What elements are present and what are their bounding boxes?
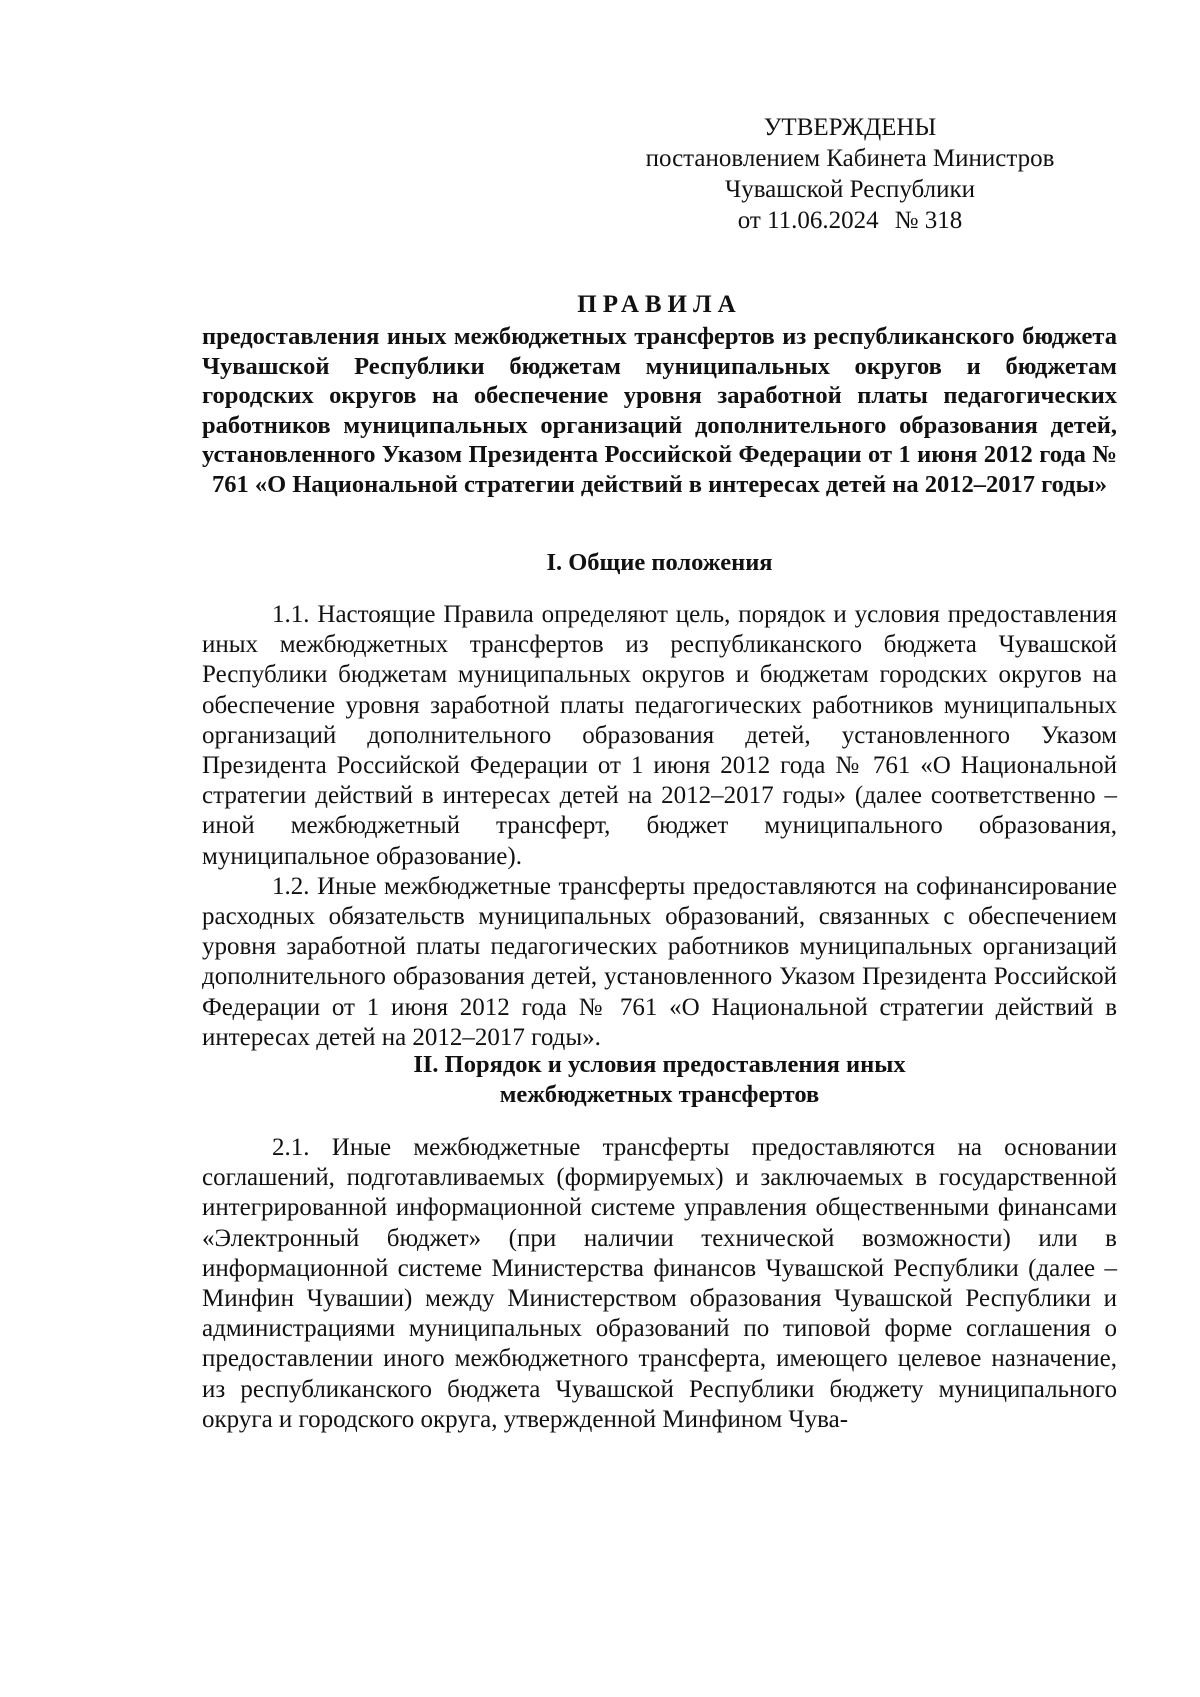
approval-issuer-republic: Чувашской Республики <box>724 176 976 203</box>
section-body-procedure <box>202 1133 1117 1435</box>
paragraph-2-1: 2.1. Иные межбюджетные трансферты предоставляются на основании соглашений, подготавливаемых (формируемых) и заключаемых в государственной интегрированной информационной системе управления общественными финансами «Электронный бюджет» (при наличии технической возможности) или в информационной системе Министерства финансов Чувашской Республики (далее – Минфин Чувашии) между Министерством образования Чувашской Республики и администрациями муниципальных образований по типовой форме соглашения о предоставлении иного межбюджетного трансферта, имеющего целевое назначение, из республиканского бюджета Чувашской Республики бюджету муниципального округа и городского округа, утвержденной Минфином Чува- <box>202 1134 1117 1433</box>
document-subtitle: предоставления иных межбюджетных трансфертов из республиканского бюджета Чувашской Республики бюджетам муниципальных округов и бюджетам городских округов на обеспечение уровня заработной платы педагогических работников муниципальных организаций дополнительного образования детей, установленного Указом Президента Российской Федерации от 1 июня 2012 года № 761 «О Национальной стратегии действий в интересах детей на 2012–2017 годы» <box>202 323 1117 498</box>
section-body-general <box>202 600 1117 1053</box>
section-heading-line: I. Общие положения <box>546 549 773 576</box>
document-title-block <box>202 290 1117 499</box>
section-heading-line: II. Порядок и условия предоставления иных <box>413 1051 906 1078</box>
approval-title: УТВЕРЖДЕНЫ <box>763 114 937 141</box>
approval-stamp <box>640 112 1060 236</box>
paragraph-1-2: 1.2. Иные межбюджетные трансферты предоставляются на софинансирование расходных обязательств муниципальных образований, связанных с обеспечением уровня заработной платы педагогических работников муниципальных организаций дополнительного образования детей, установленного Указом Президента Российской Федерации от 1 июня 2012 года № 761 «О Национальной стратегии действий в интересах детей на 2012–2017 годы». <box>202 872 1117 1051</box>
section-heading-general <box>202 548 1117 578</box>
approval-date-line <box>640 205 1060 236</box>
section-heading-line: межбюджетных трансфертов <box>499 1081 820 1108</box>
approval-issuer-line: постановлением Кабинета Министров <box>645 145 1055 172</box>
document-title: ПРАВИЛА <box>577 291 742 318</box>
section-heading-procedure <box>202 1050 1117 1110</box>
approval-date: от 11.06.2024 <box>737 207 879 234</box>
paragraph-1-1: 1.1. Настоящие Правила определяют цель, порядок и условия предоставления иных межбюджетных трансфертов из республиканского бюджета Чувашской Республики бюджетам муниципальных округов и бюджетам городских округов на обеспечение уровня заработной платы педагогических работников муниципальных организаций дополнительного образования детей, установленного Указом Президента Российской Федерации от 1 июня 2012 года № 761 «О Национальной стратегии действий в интересах детей на 2012–2017 годы» (далее соответственно – иной межбюджетный трансферт, бюджет муниципального образования, муниципальное образование). <box>202 601 1117 870</box>
approval-number: № 318 <box>894 207 963 234</box>
